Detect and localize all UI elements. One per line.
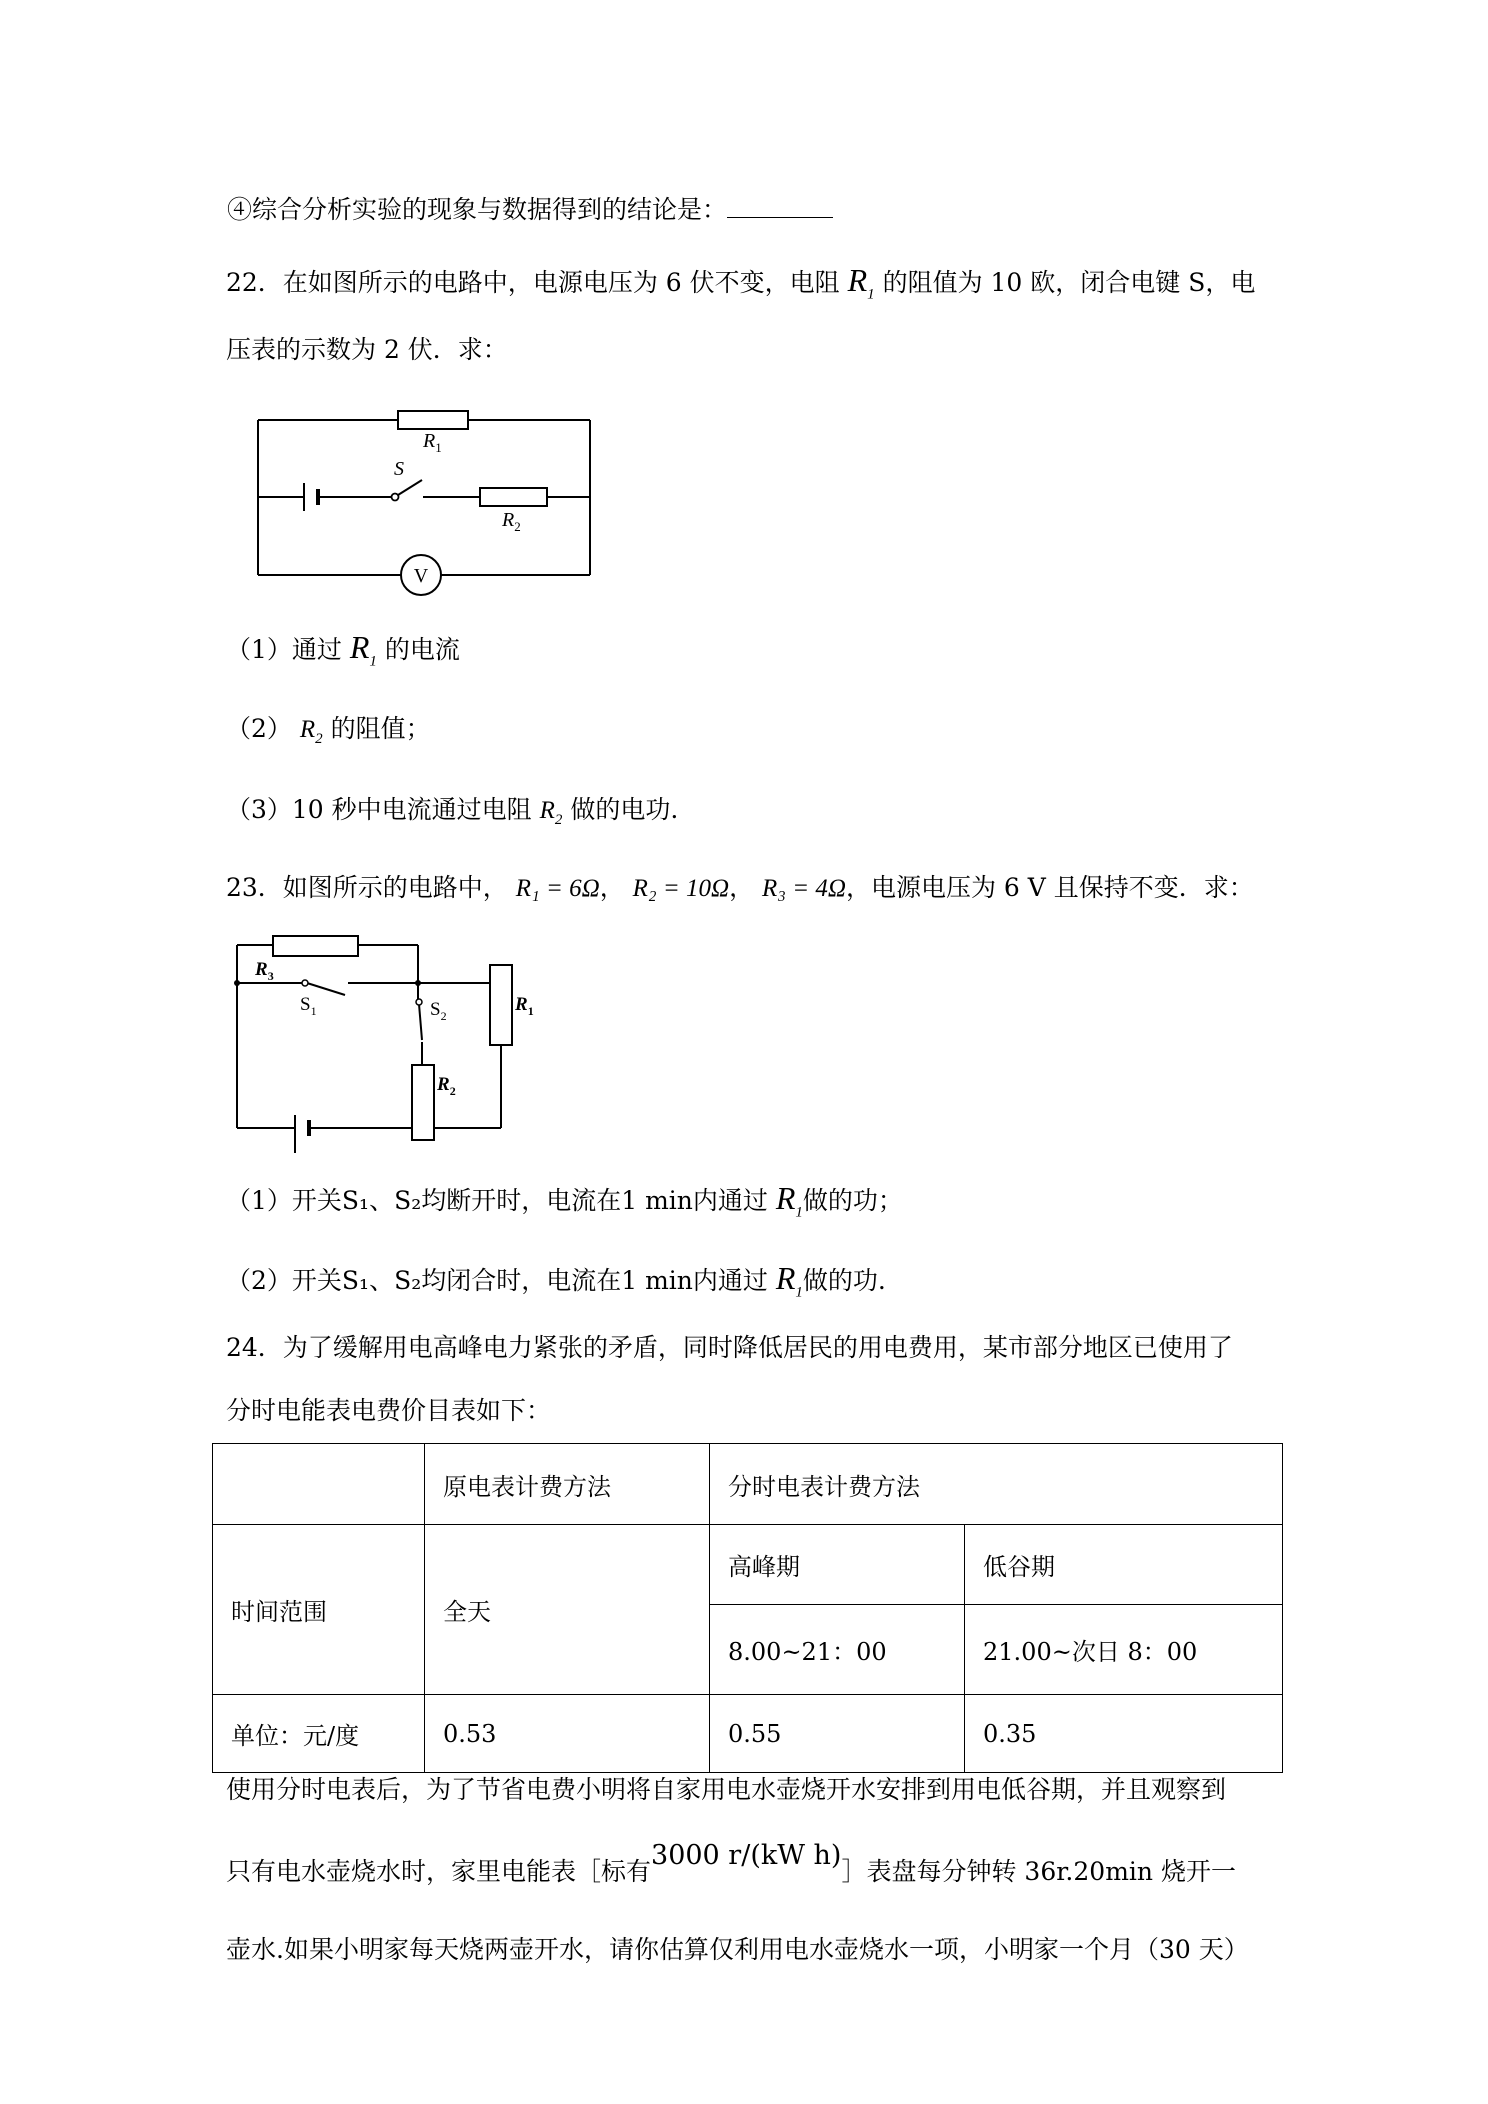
q22-sub3: （3）10 秒中电流通过电阻 $R_2$ 做的电功.: [226, 795, 679, 828]
junction-dot: [415, 980, 421, 986]
battery-icon: [295, 1115, 309, 1153]
switch-contact: [392, 494, 399, 501]
table-cell: 时间范围: [213, 1525, 425, 1695]
table-cell: 0.35: [965, 1695, 1283, 1773]
table-cell: 8.00~21：00: [710, 1605, 965, 1695]
table-cell: 0.55: [710, 1695, 965, 1773]
q23-sub2: （2）开关S₁、S₂均闭合时，电流在1 min内通过 $R_1$做的功.: [226, 1260, 886, 1301]
q24-after-line2: 只有电水壶烧水时，家里电能表［标有3000 r/(kW h)］表盘每分钟转 36r.20min 烧开一: [226, 1840, 1236, 1886]
s1-symbol: S₁: [341, 1266, 370, 1295]
q22-circuit-diagram: [240, 395, 600, 605]
q23-circuit-diagram: [225, 920, 534, 1160]
table-row: [213, 1525, 1283, 1605]
r2-symbol: $R_2$: [299, 716, 323, 747]
table-cell: [213, 1444, 425, 1525]
answer-blank[interactable]: [727, 195, 833, 218]
time-value: 1 min: [621, 1266, 693, 1295]
eq-r3: R₃ = 4Ω: [762, 875, 846, 902]
s1-symbol: S₁: [341, 1186, 370, 1215]
table-cell: 单位：元/度: [213, 1695, 425, 1773]
q24-stem-line2: 分时电能表电费价目表如下：: [226, 1396, 552, 1425]
q24-after-line1: 使用分时电表后，为了节省电费小明将自家用电水壶烧开水安排到用电低谷期，并且观察到: [226, 1775, 1227, 1804]
r1-symbol: $R_1$: [349, 629, 377, 670]
s2-label: $S_2$: [430, 999, 447, 1023]
table-cell: 低谷期: [965, 1525, 1283, 1605]
q23-stem: 23．如图所示的电路中， R₁ = 6Ω， R₂ = 10Ω， R₃ = 4Ω，电源电压为 6 V 且保持不变．求：: [226, 873, 1254, 902]
r2-label: $R_2$: [502, 509, 521, 534]
r1-label: $R_1$: [423, 430, 442, 455]
table-row: [213, 1695, 1283, 1773]
s1-label: $S_1$: [300, 994, 317, 1018]
table-cell: 0.53: [425, 1695, 710, 1773]
eq-r1: R₁ = 6Ω: [515, 875, 600, 902]
r1-resistor: [398, 411, 468, 429]
q22-sub2: （2） $R_2$ 的阻值；: [226, 714, 431, 747]
q22-sub1: （1）通过 $R_1$ 的电流: [226, 629, 460, 670]
r2-resistor: [412, 1065, 434, 1140]
table-row: [213, 1444, 1283, 1525]
voltmeter-label: V: [413, 565, 429, 587]
s2-symbol: S₂: [394, 1266, 422, 1295]
table-cell: 高峰期: [710, 1525, 965, 1605]
r1-symbol: $R_1$: [775, 1180, 803, 1221]
table-header: 分时电表计费方法: [710, 1444, 1283, 1525]
s1-contact: [302, 980, 308, 986]
voltage-value: 6 V: [1003, 873, 1046, 902]
r1-resistor: [490, 965, 512, 1045]
q24-stem-line1: 24．为了缓解用电高峰电力紧张的矛盾，同时降低居民的用电费用，某市部分地区已使用了: [226, 1333, 1233, 1362]
r3-resistor: [273, 936, 358, 956]
r1-label: $R_1$: [515, 994, 534, 1018]
time-value: 1 min: [621, 1186, 693, 1215]
q23-sub1: （1）开关S₁、S₂均断开时，电流在1 min内通过 $R_1$做的功；: [226, 1180, 903, 1221]
r2-label: $R_2$: [437, 1074, 456, 1098]
r2-symbol: $R_2$: [539, 797, 563, 828]
q21-item4: ④综合分析实验的现象与数据得到的结论是：: [227, 193, 833, 227]
q24-after-line3: 壶水.如果小明家每天烧两壶开水，请你估算仅利用电水壶烧水一项，小明家一个月（30 天）: [226, 1935, 1249, 1964]
switch-label: S: [394, 458, 404, 480]
q22-stem-line1: 22．在如图所示的电路中，电源电压为 6 伏不变，电阻 $R_1$ 的阻值为 10 欧，闭合电键 S，电: [226, 262, 1256, 303]
r1-symbol: $R_1$: [847, 262, 875, 303]
fee-table: [212, 1443, 1283, 1773]
table-header: 原电表计费方法: [425, 1444, 710, 1525]
s2-contact: [416, 999, 422, 1005]
r3-label: $R_3$: [255, 959, 274, 983]
junction-dot: [234, 980, 240, 986]
battery-icon: [304, 483, 318, 511]
table-cell: 21.00~次日 8：00: [965, 1605, 1283, 1695]
eq-r2: R₂ = 10Ω: [632, 875, 730, 902]
s2-symbol: S₂: [394, 1186, 422, 1215]
r2-resistor: [480, 488, 547, 506]
meter-spec: 3000 r/(kW h): [651, 1840, 842, 1871]
r1-symbol: $R_1$: [775, 1260, 803, 1301]
q22-stem-line2: 压表的示数为 2 伏．求：: [226, 335, 508, 364]
table-cell: 全天: [425, 1525, 710, 1695]
